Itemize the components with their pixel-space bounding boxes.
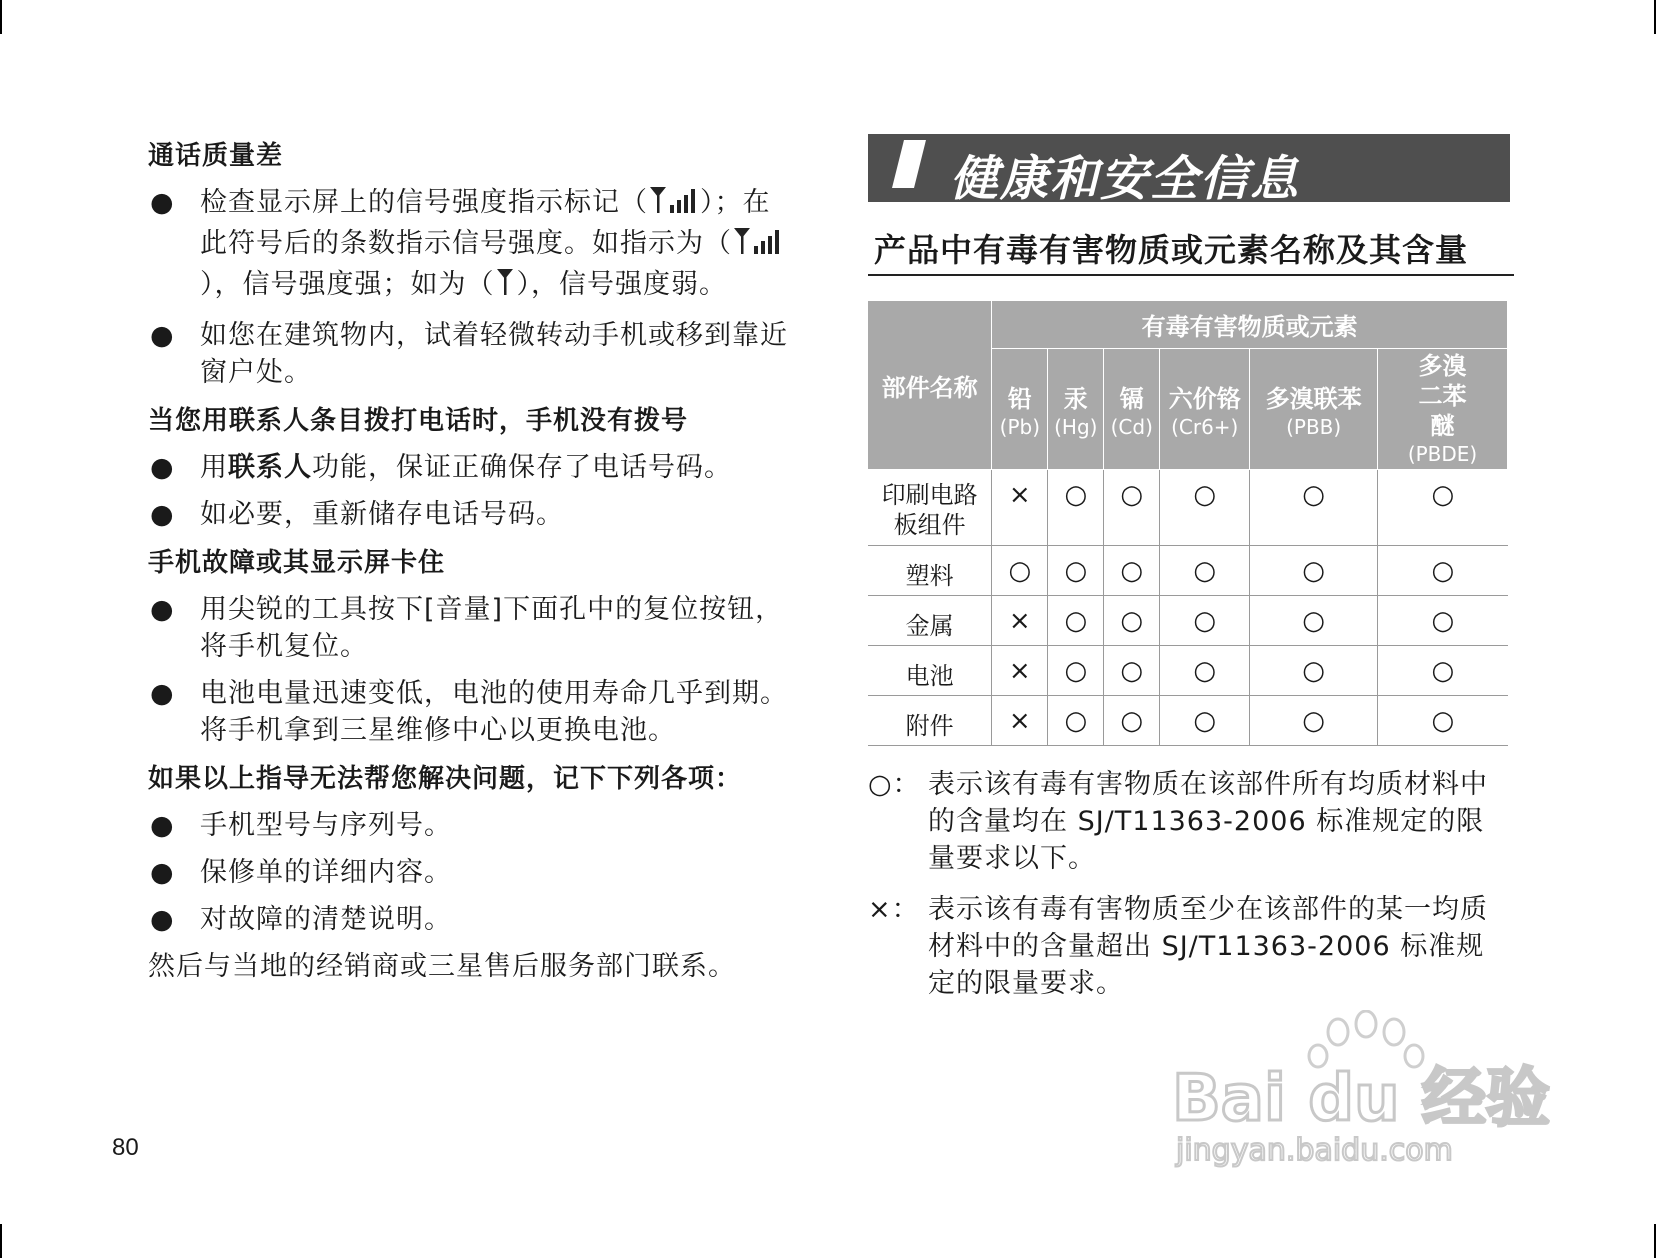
column-header: 六价铬 (Cr6+) <box>1160 349 1250 470</box>
table-row: 金属 × ○ ○ ○ ○ ○ <box>868 596 1508 646</box>
section-heading: 通话质量差 <box>148 141 284 171</box>
part-name-header: 部件名称 <box>868 301 992 470</box>
table-row: 电池 × ○ ○ ○ ○ ○ <box>868 646 1508 696</box>
list-item: ● 如您在建筑物内，试着轻微转动手机或移到靠近窗户处。 <box>150 320 788 388</box>
table-row: 印刷电路板组件 × ○ ○ ○ ○ ○ <box>868 470 1508 546</box>
contacts-bold-label: 联系人 <box>228 452 312 483</box>
troubleshooting-column <box>148 138 788 985</box>
hazardous-substance-table <box>868 300 1508 746</box>
list-item: ● 检查显示屏上的信号强度指示标记（ ）；在此符号后的条数指示信号强度。如指示为（），信号强度强；如为（ ），信号强度弱。 <box>148 184 788 307</box>
cross-legend-note: ×： 表示该有毒有害物质至少在该部件的某一均质材料中的含量超出 SJ/T11363-2006 标准规定的限量要求。 <box>868 894 1488 999</box>
crop-mark <box>0 0 2 34</box>
crop-mark <box>0 1224 2 1258</box>
circle-legend-note: ○： 表示该有毒有害物质在该部件所有均质材料中的含量均在 SJ/T11363-2006 标准规定的限量要求以下。 <box>868 769 1488 874</box>
list-item: ● 用尖锐的工具按下[音量]下面孔中的复位按钮，将手机复位。 <box>150 594 784 662</box>
banner-title: 健康和安全信息 <box>950 151 1301 207</box>
table-row: 附件 × ○ ○ ○ ○ ○ <box>868 696 1508 746</box>
signal-strong-icon <box>648 185 700 225</box>
banner-slash-decoration <box>892 140 926 188</box>
substance-group-header: 有毒有害物质或元素 <box>992 301 1508 349</box>
list-item: ● 电池电量迅速变低，电池的使用寿命几乎到期。将手机拿到三星维修中心以更换电池。 <box>150 678 788 746</box>
list-item: ● 对故障的清楚说明。 <box>150 904 452 935</box>
section-heading: 如果以上指导无法帮您解决问题，记下下列各项： <box>148 764 743 794</box>
watermark-url: jingyan.baidu.com <box>1176 1133 1453 1168</box>
section-heading: 当您用联系人条目拨打电话时，手机没有拨号 <box>148 406 689 436</box>
signal-weak-icon <box>495 267 517 307</box>
column-header: 镉 (Cd) <box>1104 349 1160 470</box>
closing-paragraph: 然后与当地的经销商或三星售后服务部门联系。 <box>148 951 736 982</box>
list-item: ● 如必要，重新储存电话号码。 <box>150 499 564 530</box>
list-item: ● 保修单的详细内容。 <box>150 857 452 888</box>
table-heading: 产品中有毒有害物质或元素名称及其含量 <box>868 226 1514 276</box>
column-header: 多溴二苯醚 (PBDE) <box>1378 349 1508 470</box>
legend-notes <box>868 766 1510 1002</box>
baidu-jingyan-watermark <box>1170 1010 1566 1170</box>
watermark-logo-text: Bai du 经验 <box>1172 1062 1550 1136</box>
table-row: 塑料 ○ ○ ○ ○ ○ ○ <box>868 546 1508 596</box>
list-item: ● 用联系人功能，保证正确保存了电话号码。 <box>150 452 732 483</box>
section-heading: 手机故障或其显示屏卡住 <box>148 548 446 578</box>
list-item: ● 手机型号与序列号。 <box>150 810 452 841</box>
baidu-paw-logo <box>1170 1010 1566 1170</box>
signal-strong-icon <box>732 226 784 266</box>
section-banner <box>868 134 1510 207</box>
column-header: 多溴联苯 (PBB) <box>1250 349 1378 470</box>
column-header: 汞 (Hg) <box>1048 349 1104 470</box>
health-safety-column <box>868 134 1510 1016</box>
column-header: 铅 (Pb) <box>992 349 1048 470</box>
page-number: 80 <box>112 1134 139 1161</box>
